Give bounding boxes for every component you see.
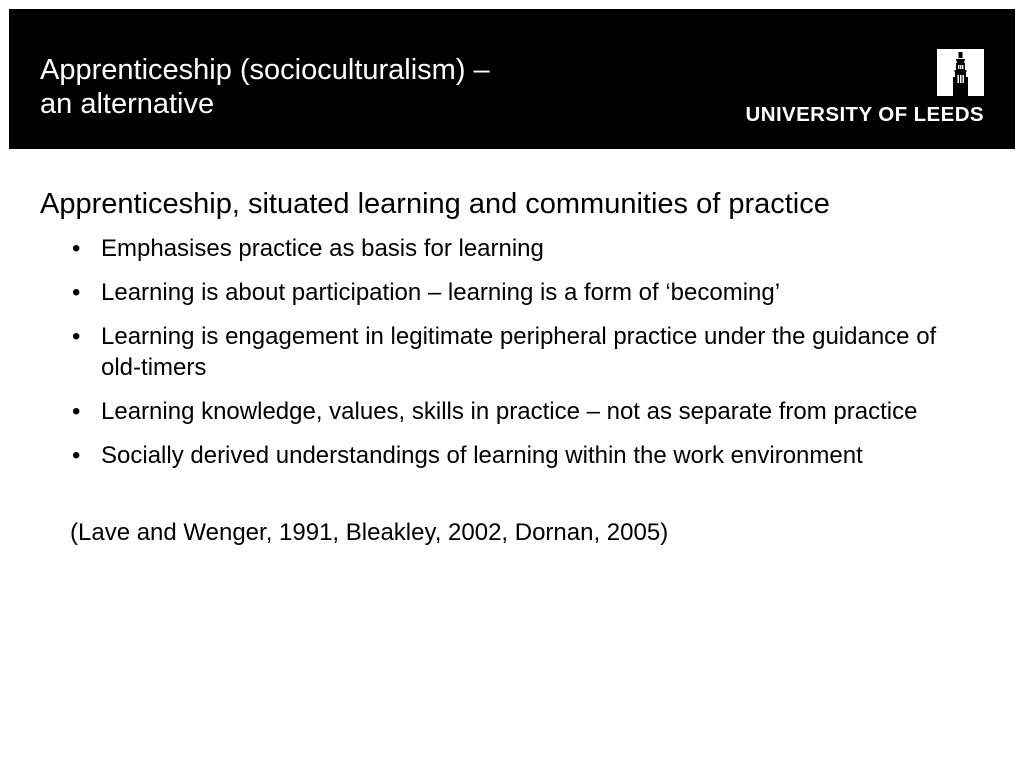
- bullet-dot: •: [72, 323, 81, 350]
- slide-header: [9, 9, 1015, 149]
- bullet-text: Learning is about participation – learning is a form of ‘becoming’: [101, 279, 781, 306]
- bullet-text: Emphasises practice as basis for learning: [101, 235, 544, 262]
- bullet-text: Learning knowledge, values, skills in practice – not as separate from practice: [101, 398, 918, 425]
- bullet-item: [40, 233, 981, 264]
- bullet-dot: •: [72, 442, 81, 469]
- slide-title: [40, 53, 490, 121]
- parkinson-tower-icon: [937, 49, 984, 96]
- slide-title-line-1: Apprenticeship (socioculturalism) –: [40, 54, 490, 86]
- bullet-text: Socially derived understandings of learning within the work environment: [101, 442, 863, 469]
- slide-body: [40, 185, 1000, 548]
- bullet-dot: •: [72, 235, 81, 262]
- bullet-dot: •: [72, 279, 81, 306]
- bullet-item: [40, 277, 981, 308]
- bullet-dot: •: [72, 398, 81, 425]
- slide-title-line-2: an alternative: [40, 88, 215, 120]
- bullet-list: [40, 233, 1000, 471]
- slide-subheading: Apprenticeship, situated learning and communities of practice: [40, 188, 830, 220]
- bullet-item: [40, 440, 981, 471]
- bullet-text: Learning is engagement in legitimate peripheral practice under the guidance of old-timers: [101, 323, 937, 381]
- citation: (Lave and Wenger, 1991, Bleakley, 2002, Dornan, 2005): [70, 519, 669, 546]
- bullet-item: [40, 321, 981, 383]
- university-logo-text: UNIVERSITY OF LEEDS: [745, 103, 984, 126]
- bullet-item: [40, 396, 981, 427]
